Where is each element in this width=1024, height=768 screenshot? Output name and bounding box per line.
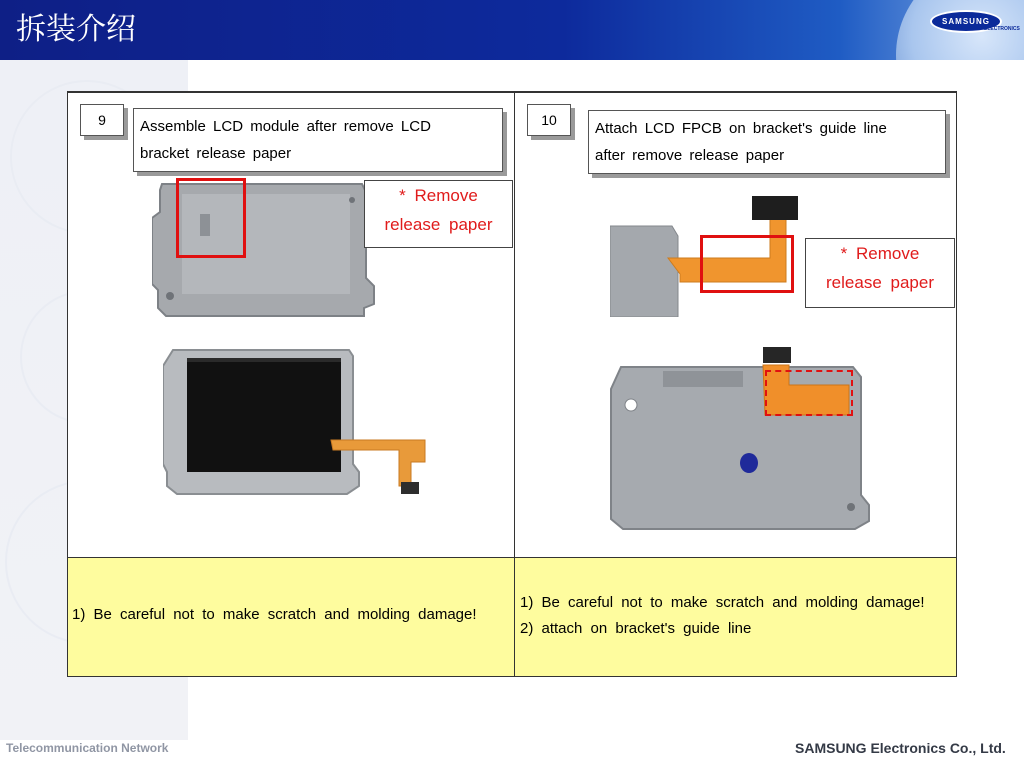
step-number-10: 10 bbox=[527, 104, 571, 136]
slide-header bbox=[0, 0, 1024, 60]
step-number-9: 9 bbox=[80, 104, 124, 136]
step-10-description bbox=[588, 110, 946, 174]
lcd-module-illustration bbox=[163, 346, 435, 508]
guide-line-highlight bbox=[765, 370, 853, 416]
note-cell-step-10 bbox=[515, 558, 956, 676]
release-paper-highlight bbox=[176, 178, 246, 258]
callout-line: * Remove bbox=[399, 186, 478, 205]
lcd-module-photo bbox=[163, 346, 435, 508]
footer-network-label: Telecommunication Network bbox=[6, 741, 169, 755]
step-10-note-2: 2) attach on bracket's guide line bbox=[520, 620, 752, 637]
footer-company-label: SAMSUNG Electronics Co., Ltd. bbox=[795, 740, 1006, 756]
description-line: Assemble LCD module after remove LCD bbox=[140, 118, 431, 135]
callout-line: * Remove bbox=[840, 244, 920, 263]
step-9-callout bbox=[364, 180, 513, 248]
description-line: after remove release paper bbox=[595, 147, 785, 164]
step-10-callout bbox=[805, 238, 955, 308]
description-line: Attach LCD FPCB on bracket's guide line bbox=[595, 120, 887, 137]
step-9-description bbox=[133, 108, 503, 172]
callout-line: release paper bbox=[384, 215, 493, 234]
step-10-note-1: 1) Be careful not to make scratch and molding damage! bbox=[520, 594, 925, 611]
row-divider bbox=[67, 557, 957, 558]
fpcb-highlight bbox=[700, 235, 794, 293]
slide-title: 拆装介绍 bbox=[16, 12, 136, 47]
samsung-logo: SAMSUNG bbox=[930, 10, 1002, 33]
column-divider bbox=[514, 91, 515, 677]
logo-subtitle: ELECTRONICS bbox=[984, 26, 1020, 32]
step-9-note-1: 1) Be careful not to make scratch and molding damage! bbox=[72, 606, 477, 623]
callout-line: release paper bbox=[826, 273, 934, 292]
description-line: bracket release paper bbox=[140, 145, 292, 162]
